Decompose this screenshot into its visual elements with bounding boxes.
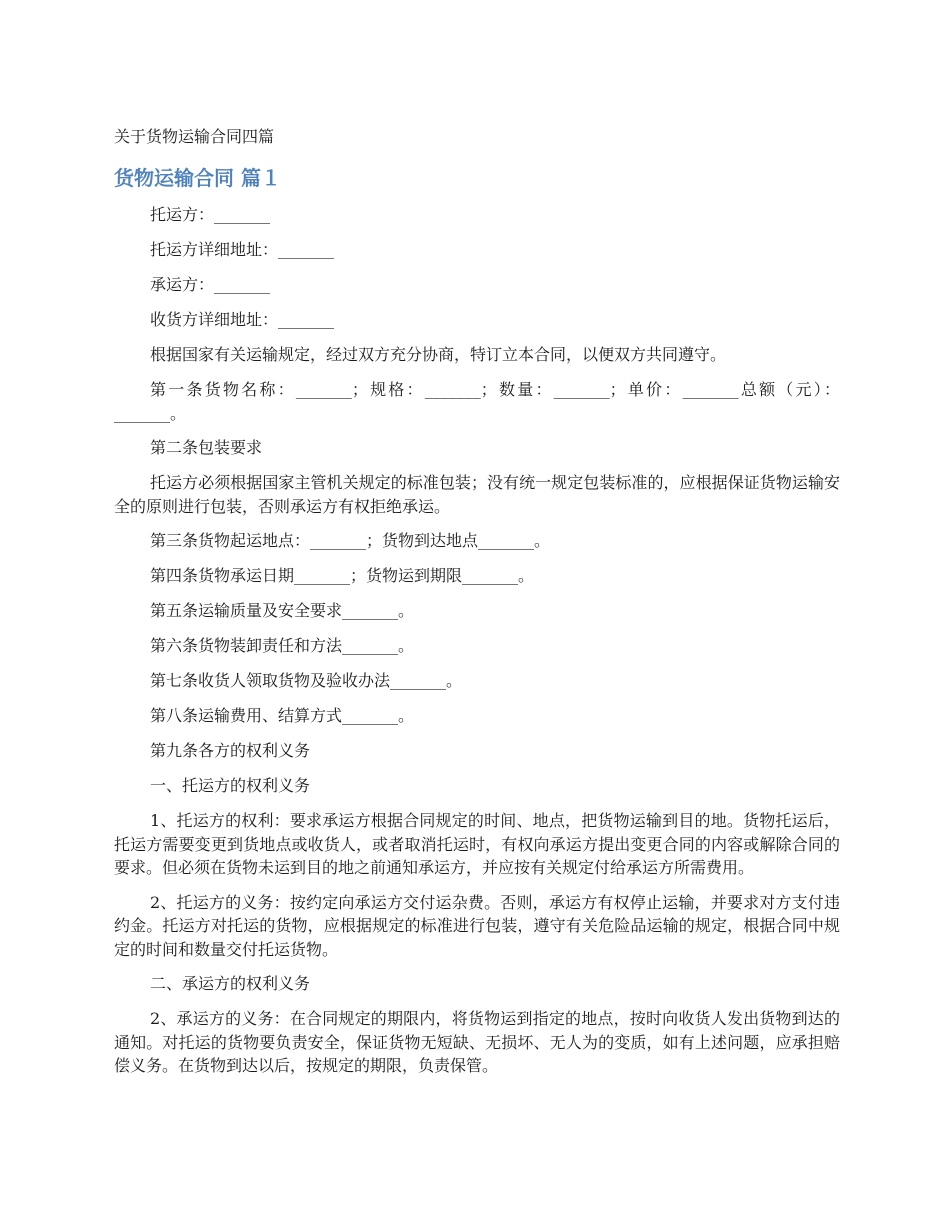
paragraph-article-5: 第五条运输质量及安全要求_______。 — [150, 601, 415, 620]
paragraph-shipper-obligations: 2、托运方的义务：按约定向承运方交付运杂费。否则，承运方有权停止运输，并要求对方支付违约金。托运方对托运的货物，应根据规定的标准进行包装，遵守有关危险品运输的规定，根据合同中规定的时间和数量交付托运货物。 — [114, 892, 840, 959]
paragraph-article-8: 第八条运输费用、结算方式_______。 — [150, 706, 415, 725]
paragraph-article-4: 第四条货物承运日期_______；货物运到期限_______。 — [150, 566, 535, 585]
document-title: 关于货物运输合同四篇 — [114, 127, 275, 146]
paragraph-shipper-address: 托运方详细地址：_______ — [150, 240, 335, 259]
paragraph-article-6: 第六条货物装卸责任和方法_______。 — [150, 636, 415, 655]
paragraph-article-9-heading: 第九条各方的权利义务 — [150, 741, 311, 760]
paragraph-carrier-rights-heading: 二、承运方的权利义务 — [150, 974, 311, 993]
paragraph-article-3: 第三条货物起运地点：_______；货物到达地点_______。 — [150, 531, 551, 550]
paragraph-shipper: 托运方：_______ — [150, 205, 271, 224]
paragraph-article-1: 第一条货物名称：_______；规格：_______；数量：_______；单价：_______总额（元）：_______。 — [114, 380, 840, 423]
paragraph-article-2-body: 托运方必须根据国家主管机关规定的标准包装；没有统一规定包装标准的，应根据保证货物运输安全的原则进行包装，否则承运方有权拒绝承运。 — [114, 473, 840, 516]
paragraph-article-2-heading: 第二条包装要求 — [150, 438, 263, 457]
paragraph-preamble: 根据国家有关运输规定，经过双方充分协商，特订立本合同，以便双方共同遵守。 — [150, 345, 727, 364]
paragraph-consignee-address: 收货方详细地址：_______ — [150, 310, 335, 329]
paragraph-shipper-rights-heading: 一、托运方的权利义务 — [150, 776, 311, 795]
paragraph-shipper-rights: 1、托运方的权利：要求承运方根据合同规定的时间、地点，把货物运输到目的地。货物托运后，托运方需要变更到货地点或收货人，或者取消托运时，有权向承运方提出变更合同的内容或解除合同的要求。但必须在货物未运到目的地之前通知承运方，并应按有关规定付给承运方所需费用。 — [114, 811, 840, 877]
paragraph-article-7: 第七条收货人领取货物及验收办法_______。 — [150, 671, 463, 690]
paragraph-carrier: 承运方：_______ — [150, 275, 271, 294]
paragraph-carrier-obligations: 2、承运方的义务：在合同规定的期限内，将货物运到指定的地点，按时向收货人发出货物到达的通知。对托运的货物要负责安全，保证货物无短缺、无损坏、无人为的变质，如有上述问题，应承担赔偿义务。在货物到达以后，按规定的期限，负责保管。 — [114, 1009, 840, 1075]
section-heading: 货物运输合同 篇１ — [114, 166, 281, 190]
document-body — [114, 203, 840, 1089]
